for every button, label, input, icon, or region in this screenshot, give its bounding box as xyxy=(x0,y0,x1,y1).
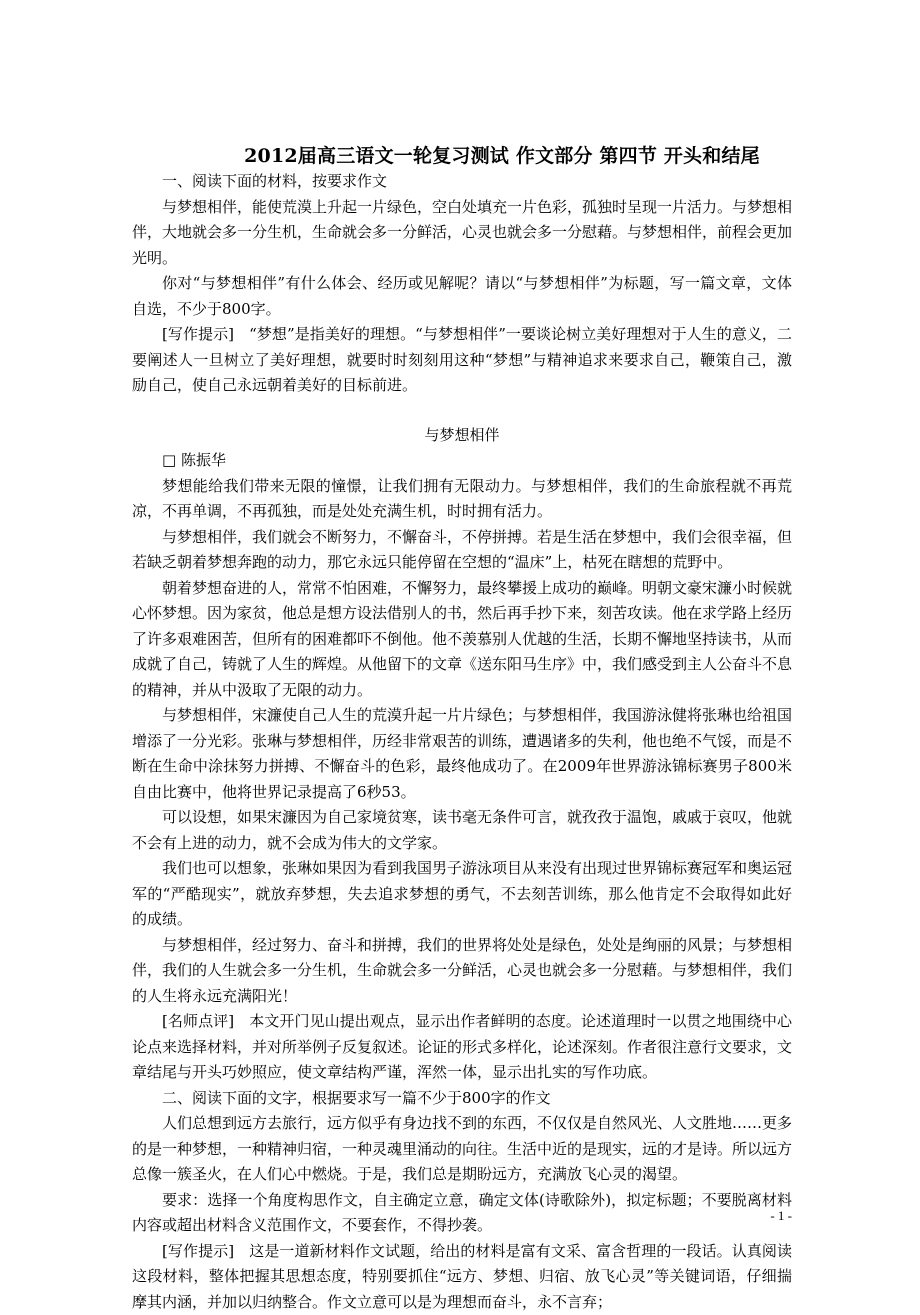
section1-material: 与梦想相伴，能使荒漠上升起一片绿色，空白处填充一片色彩，孤独时呈现一片活力。与梦想相伴，大地就会多一分生机，生命就会多一分鲜活，心灵也就会多一分慰藉。与梦想相伴，前程会更加光明。 xyxy=(132,195,792,272)
section1-prompt: 你对“与梦想相伴”有什么体会、经历或见解呢？请以“与梦想相伴”为标题，写一篇文章，文体自选，不少于800字。 xyxy=(132,271,792,322)
essay-paragraph: 梦想能给我们带来无限的憧憬，让我们拥有无限动力。与梦想相伴，我们的生命旅程就不再荒凉，不再单调，不再孤独，而是处处充满生机，时时拥有活力。 xyxy=(132,474,792,525)
essay-paragraph: 与梦想相伴，我们就会不断努力，不懈奋斗，不停拼搏。若是生活在梦想中，我们会很幸福，但若缺乏朝着梦想奔跑的动力，那它永远只能停留在空想的“温床”上，枯死在瞎想的荒野中。 xyxy=(132,525,792,576)
essay-paragraph: 朝着梦想奋进的人，常常不怕困难，不懈努力，最终攀援上成功的巅峰。明朝文豪宋濂小时候就心怀梦想。因为家贫，他总是想方设法借别人的书，然后再手抄下来，刻苦攻读。他在求学路上经历了许多艰难困苦，但所有的困难都吓不倒他。他不羡慕别人优越的生活，长期不懈地坚持读书，从而成就了自己，铸就了人生的辉煌。从他留下的文章《送东阳马生序》中，我们感受到主人公奋斗不息的精神，并从中汲取了无限的动力。 xyxy=(132,576,792,704)
section1-writing-hint: [写作提示] “梦想”是指美好的理想。“与梦想相伴”一要谈论树立美好理想对于人生的意义，二要阐述人一旦树立了美好理想，就要时时刻刻用这种“梦想”与精神追求来要求自己，鞭策自己，激励自己，使自己永远朝着美好的目标前进。 xyxy=(132,322,792,399)
teacher-comment: [名师点评] 本文开门见山提出观点，显示出作者鲜明的态度。论述道理时一以贯之地围绕中心论点来选择材料，并对所举例子反复叙述。论证的形式多样化，论述深刻。作者很注意行文要求，文章结尾与开头巧妙照应，使文章结构严谨，浑然一体，显示出扎实的写作功底。 xyxy=(132,1009,792,1086)
section2-requirement: 要求：选择一个角度构思作文，自主确定立意，确定文体(诗歌除外)，拟定标题；不要脱离材料内容或超出材料含义范围作文，不要套作，不得抄袭。 xyxy=(132,1188,792,1239)
essay-paragraph: 我们也可以想象，张琳如果因为看到我国男子游泳项目从来没有出现过世界锦标赛冠军和奥运冠军的“严酷现实”，就放弃梦想，失去追求梦想的勇气，不去刻苦训练，那么他肯定不会取得如此好的成绩。 xyxy=(132,856,792,933)
section1-heading: 一、阅读下面的材料，按要求作文 xyxy=(132,169,792,195)
essay-paragraph: 可以设想，如果宋濂因为自己家境贫寒，读书毫无条件可言，就孜孜于温饱，戚戚于哀叹，他就不会有上进的动力，就不会成为伟大的文学家。 xyxy=(132,805,792,856)
section2-heading: 二、阅读下面的文字，根据要求写一篇不少于800字的作文 xyxy=(132,1086,792,1112)
section2-material: 人们总想到远方去旅行，远方似乎有身边找不到的东西，不仅仅是自然风光、人文胜地……更多的是一种梦想，一种精神归宿，一种灵魂里涌动的向往。生活中近的是现实，远的才是诗。所以远方总像一簇圣火，在人们心中燃烧。于是，我们总是期盼远方，充满放飞心灵的渴望。 xyxy=(132,1111,792,1188)
document-page xyxy=(132,143,792,1315)
section2-writing-hint: [写作提示] 这是一道新材料作文试题，给出的材料是富有文采、富含哲理的一段话。认真阅读这段材料，整体把握其思想态度，特别要抓住“远方、梦想、归宿、放飞心灵”等关键词语，仔细揣摩其内涵，并加以归纳整合。作文立意可以是为理想而奋斗，永不言弃； xyxy=(132,1239,792,1315)
document-title: 2012届高三语文一轮复习测试 作文部分 第四节 开头和结尾 xyxy=(132,143,792,169)
essay-author: □ 陈振华 xyxy=(132,448,792,474)
spacer xyxy=(132,399,792,423)
essay-paragraph: 与梦想相伴，经过努力、奋斗和拼搏，我们的世界将处处是绿色，处处是绚丽的风景；与梦想相伴，我们的人生就会多一分生机，生命就会多一分鲜活，心灵也就会多一分慰藉。与梦想相伴，我们的人生将永远充满阳光！ xyxy=(132,933,792,1010)
page-number: - 1 - xyxy=(770,1208,792,1224)
essay-title: 与梦想相伴 xyxy=(132,423,792,449)
essay-paragraph: 与梦想相伴，宋濂使自己人生的荒漠升起一片片绿色；与梦想相伴，我国游泳健将张琳也给祖国增添了一分光彩。张琳与梦想相伴，历经非常艰苦的训练，遭遇诸多的失利，他也绝不气馁，而是不断在生命中涂抹努力拼搏、不懈奋斗的色彩，最终他成功了。在2009年世界游泳锦标赛男子800米自由比赛中，他将世界记录提高了6秒53。 xyxy=(132,703,792,805)
